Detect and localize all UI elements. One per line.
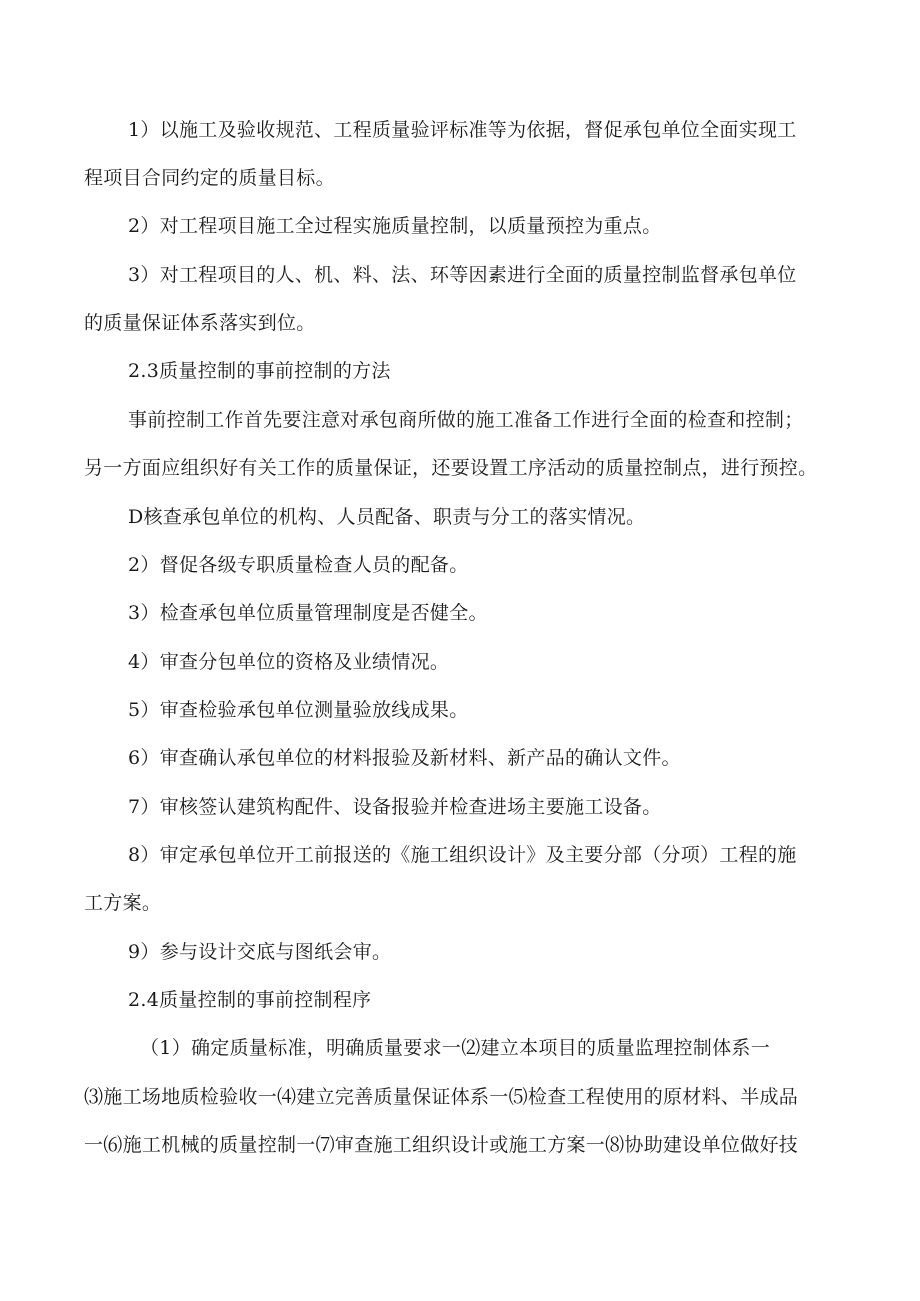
list-item-5: 5）审查检验承包单位测量验放线成果。 xyxy=(128,699,469,721)
paragraph-5-line-2: ⑶施工场地质检验收一⑷建立完善质量保证体系一⑸检查工程使用的原材料、半成品 xyxy=(84,1086,799,1108)
list-item-1: D核查承包单位的机构、人员配备、职责与分工的落实情况。 xyxy=(128,506,646,528)
paragraph-5-line-1: （1）确定质量标准，明确质量要求一⑵建立本项目的质量监理控制体系一 xyxy=(140,1037,770,1059)
list-item-8-line-1: 8）审定承包单位开工前报送的《施工组织设计》及主要分部（分项）工程的施 xyxy=(128,844,797,866)
list-item-9: 9）参与设计交底与图纸会审。 xyxy=(128,941,392,963)
list-item-4: 4）审查分包单位的资格及业绩情况。 xyxy=(128,651,450,673)
paragraph-4-line-2: 另一方面应组织好有关工作的质量保证，还要设置工序活动的质量控制点，进行预控。 xyxy=(84,457,818,479)
list-item-8-line-2: 工方案。 xyxy=(84,892,162,914)
list-item-7: 7）审核签认建筑构配件、设备报验并检查进场主要施工设备。 xyxy=(128,796,662,818)
paragraph-3-line-2: 的质量保证体系落实到位。 xyxy=(84,312,316,334)
paragraph-2: 2）对工程项目施工全过程实施质量控制，以质量预控为重点。 xyxy=(128,215,662,237)
paragraph-1-line-2: 程项目合同约定的质量目标。 xyxy=(84,167,335,189)
list-item-2: 2）督促各级专职质量检查人员的配备。 xyxy=(128,554,469,576)
paragraph-4-line-1: 事前控制工作首先要注意对承包商所做的施工准备工作进行全面的检查和控制； xyxy=(128,409,804,431)
paragraph-1-line-1: 1）以施工及验收规范、工程质量验评标准等为依据，督促承包单位全面实现工 xyxy=(128,119,797,141)
paragraph-5-line-3: 一⑹施工机械的质量控制一⑺审查施工组织设计或施工方案一⑻协助建设单位做好技 xyxy=(84,1134,799,1156)
section-heading-2-4: 2.4质量控制的事前控制程序 xyxy=(128,989,372,1011)
paragraph-3-line-1: 3）对工程项目的人、机、料、法、环等因素进行全面的质量控制监督承包单位 xyxy=(128,264,797,286)
section-heading-2-3: 2.3质量控制的事前控制的方法 xyxy=(128,360,391,382)
list-item-6: 6）审查确认承包单位的材料报验及新材料、新产品的确认文件。 xyxy=(128,747,681,769)
list-item-3: 3）检查承包单位质量管理制度是否健全。 xyxy=(128,602,488,624)
